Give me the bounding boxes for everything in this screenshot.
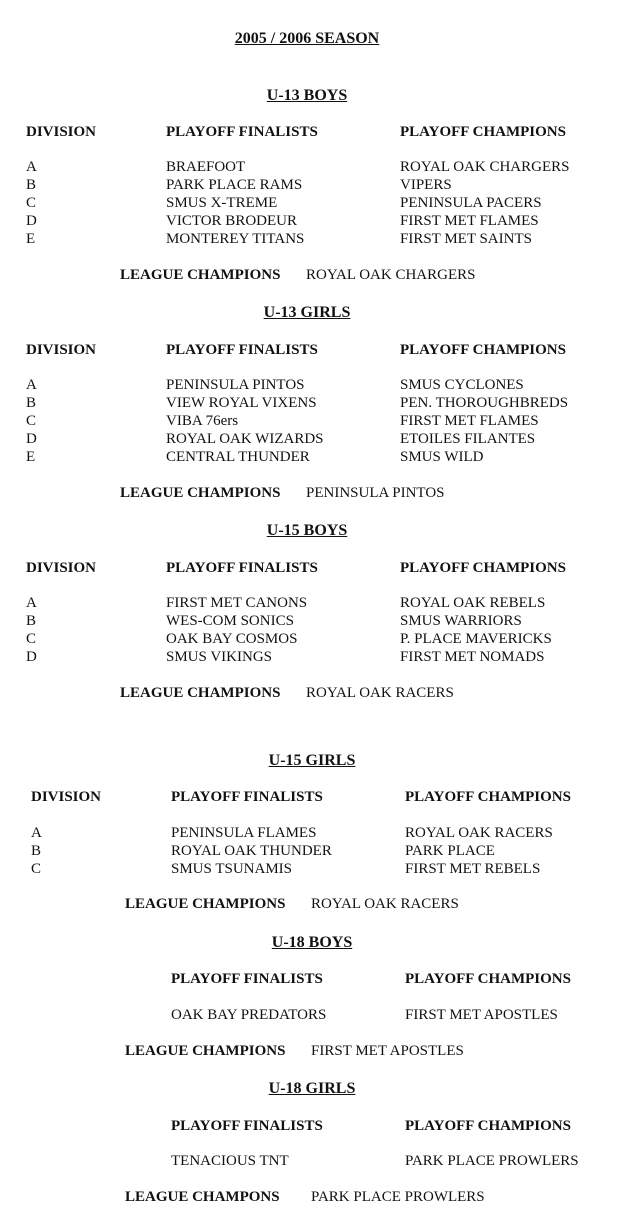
finalist-cell: PENINSULA PINTOS bbox=[166, 377, 305, 393]
champions-header: PLAYOFF CHAMPIONS bbox=[400, 342, 566, 358]
champion-cell: SMUS WILD bbox=[400, 449, 484, 465]
champion-cell: ETOILES FILANTES bbox=[400, 431, 536, 447]
finalist-cell: VICTOR BRODEUR bbox=[166, 213, 297, 229]
champion-cell: VIPERS bbox=[400, 177, 452, 193]
finalist-cell: VIBA 76ers bbox=[166, 413, 239, 429]
finalist-cell: SMUS TSUNAMIS bbox=[171, 861, 293, 877]
league-champion-value: PENINSULA PINTOS bbox=[306, 485, 445, 501]
league-champion-value: ROYAL OAK CHARGERS bbox=[306, 267, 476, 283]
season-title: 2005 / 2006 SEASON bbox=[234, 30, 380, 47]
finalist-cell: FIRST MET CANONS bbox=[166, 595, 308, 611]
division-cell: A bbox=[31, 825, 42, 841]
champion-cell: PARK PLACE PROWLERS bbox=[405, 1153, 579, 1169]
finalists-header: PLAYOFF FINALISTS bbox=[166, 124, 318, 140]
champion-cell: ROYAL OAK RACERS bbox=[405, 825, 553, 841]
division-header: DIVISION bbox=[26, 560, 97, 576]
finalist-cell: ROYAL OAK WIZARDS bbox=[166, 431, 324, 447]
section-title-u15-boys: U-15 BOYS bbox=[266, 522, 348, 539]
league-champions-label: LEAGUE CHAMPIONS bbox=[125, 1043, 286, 1059]
finalist-cell: OAK BAY COSMOS bbox=[166, 631, 298, 647]
champion-cell: P. PLACE MAVERICKS bbox=[400, 631, 552, 647]
section-title-u18-boys: U-18 BOYS bbox=[271, 934, 353, 951]
champions-header: PLAYOFF CHAMPIONS bbox=[400, 124, 566, 140]
finalist-cell: SMUS X-TREME bbox=[166, 195, 278, 211]
league-champion-value: ROYAL OAK RACERS bbox=[311, 896, 459, 912]
league-champion-value: FIRST MET APOSTLES bbox=[311, 1043, 464, 1059]
finalist-cell: PARK PLACE RAMS bbox=[166, 177, 303, 193]
champion-cell: PARK PLACE bbox=[405, 843, 495, 859]
league-champions-label: LEAGUE CHAMPIONS bbox=[120, 685, 281, 701]
division-cell: D bbox=[26, 649, 37, 665]
league-champions-label: LEAGUE CHAMPONS bbox=[125, 1189, 280, 1205]
champion-cell: FIRST MET NOMADS bbox=[400, 649, 545, 665]
champions-header: PLAYOFF CHAMPIONS bbox=[400, 560, 566, 576]
league-champions-label: LEAGUE CHAMPIONS bbox=[120, 267, 281, 283]
champion-cell: ROYAL OAK CHARGERS bbox=[400, 159, 570, 175]
division-cell: D bbox=[26, 213, 37, 229]
section-title-u13-boys: U-13 BOYS bbox=[266, 87, 348, 104]
division-cell: B bbox=[26, 177, 37, 193]
finalist-cell: VIEW ROYAL VIXENS bbox=[166, 395, 317, 411]
champion-cell: PENINSULA PACERS bbox=[400, 195, 542, 211]
division-cell: C bbox=[26, 631, 37, 647]
section-title-u18-girls: U-18 GIRLS bbox=[268, 1080, 356, 1097]
champion-cell: FIRST MET SAINTS bbox=[400, 231, 532, 247]
division-cell: B bbox=[26, 613, 37, 629]
division-cell: A bbox=[26, 595, 37, 611]
finalists-header: PLAYOFF FINALISTS bbox=[166, 560, 318, 576]
division-header: DIVISION bbox=[26, 124, 97, 140]
finalist-cell: WES-COM SONICS bbox=[166, 613, 294, 629]
finalist-cell: TENACIOUS TNT bbox=[171, 1153, 289, 1169]
league-champion-value: PARK PLACE PROWLERS bbox=[311, 1189, 485, 1205]
league-champions-label: LEAGUE CHAMPIONS bbox=[125, 896, 286, 912]
champion-cell: FIRST MET APOSTLES bbox=[405, 1007, 558, 1023]
finalist-cell: OAK BAY PREDATORS bbox=[171, 1007, 327, 1023]
champion-cell: FIRST MET REBELS bbox=[405, 861, 541, 877]
champion-cell: FIRST MET FLAMES bbox=[400, 213, 539, 229]
division-cell: B bbox=[26, 395, 37, 411]
division-cell: A bbox=[26, 159, 37, 175]
league-champions-label: LEAGUE CHAMPIONS bbox=[120, 485, 281, 501]
finalists-header: PLAYOFF FINALISTS bbox=[171, 789, 323, 805]
finalists-header: PLAYOFF FINALISTS bbox=[171, 971, 323, 987]
division-header: DIVISION bbox=[31, 789, 102, 805]
division-header: DIVISION bbox=[26, 342, 97, 358]
division-cell: D bbox=[26, 431, 37, 447]
finalist-cell: CENTRAL THUNDER bbox=[166, 449, 310, 465]
section-title-u15-girls: U-15 GIRLS bbox=[268, 752, 356, 769]
champion-cell: ROYAL OAK REBELS bbox=[400, 595, 546, 611]
champion-cell: SMUS CYCLONES bbox=[400, 377, 524, 393]
champion-cell: PEN. THOROUGHBREDS bbox=[400, 395, 569, 411]
champions-header: PLAYOFF CHAMPIONS bbox=[405, 971, 571, 987]
division-cell: C bbox=[26, 413, 37, 429]
division-cell: E bbox=[26, 449, 36, 465]
champions-header: PLAYOFF CHAMPIONS bbox=[405, 1118, 571, 1134]
finalists-header: PLAYOFF FINALISTS bbox=[171, 1118, 323, 1134]
division-cell: B bbox=[31, 843, 42, 859]
division-cell: A bbox=[26, 377, 37, 393]
champion-cell: SMUS WARRIORS bbox=[400, 613, 522, 629]
champions-header: PLAYOFF CHAMPIONS bbox=[405, 789, 571, 805]
finalist-cell: MONTEREY TITANS bbox=[166, 231, 305, 247]
finalist-cell: BRAEFOOT bbox=[166, 159, 246, 175]
finalist-cell: PENINSULA FLAMES bbox=[171, 825, 317, 841]
champion-cell: FIRST MET FLAMES bbox=[400, 413, 539, 429]
finalist-cell: SMUS VIKINGS bbox=[166, 649, 272, 665]
division-cell: C bbox=[31, 861, 42, 877]
finalist-cell: ROYAL OAK THUNDER bbox=[171, 843, 332, 859]
league-champion-value: ROYAL OAK RACERS bbox=[306, 685, 454, 701]
division-cell: C bbox=[26, 195, 37, 211]
finalists-header: PLAYOFF FINALISTS bbox=[166, 342, 318, 358]
division-cell: E bbox=[26, 231, 36, 247]
section-title-u13-girls: U-13 GIRLS bbox=[263, 304, 351, 321]
